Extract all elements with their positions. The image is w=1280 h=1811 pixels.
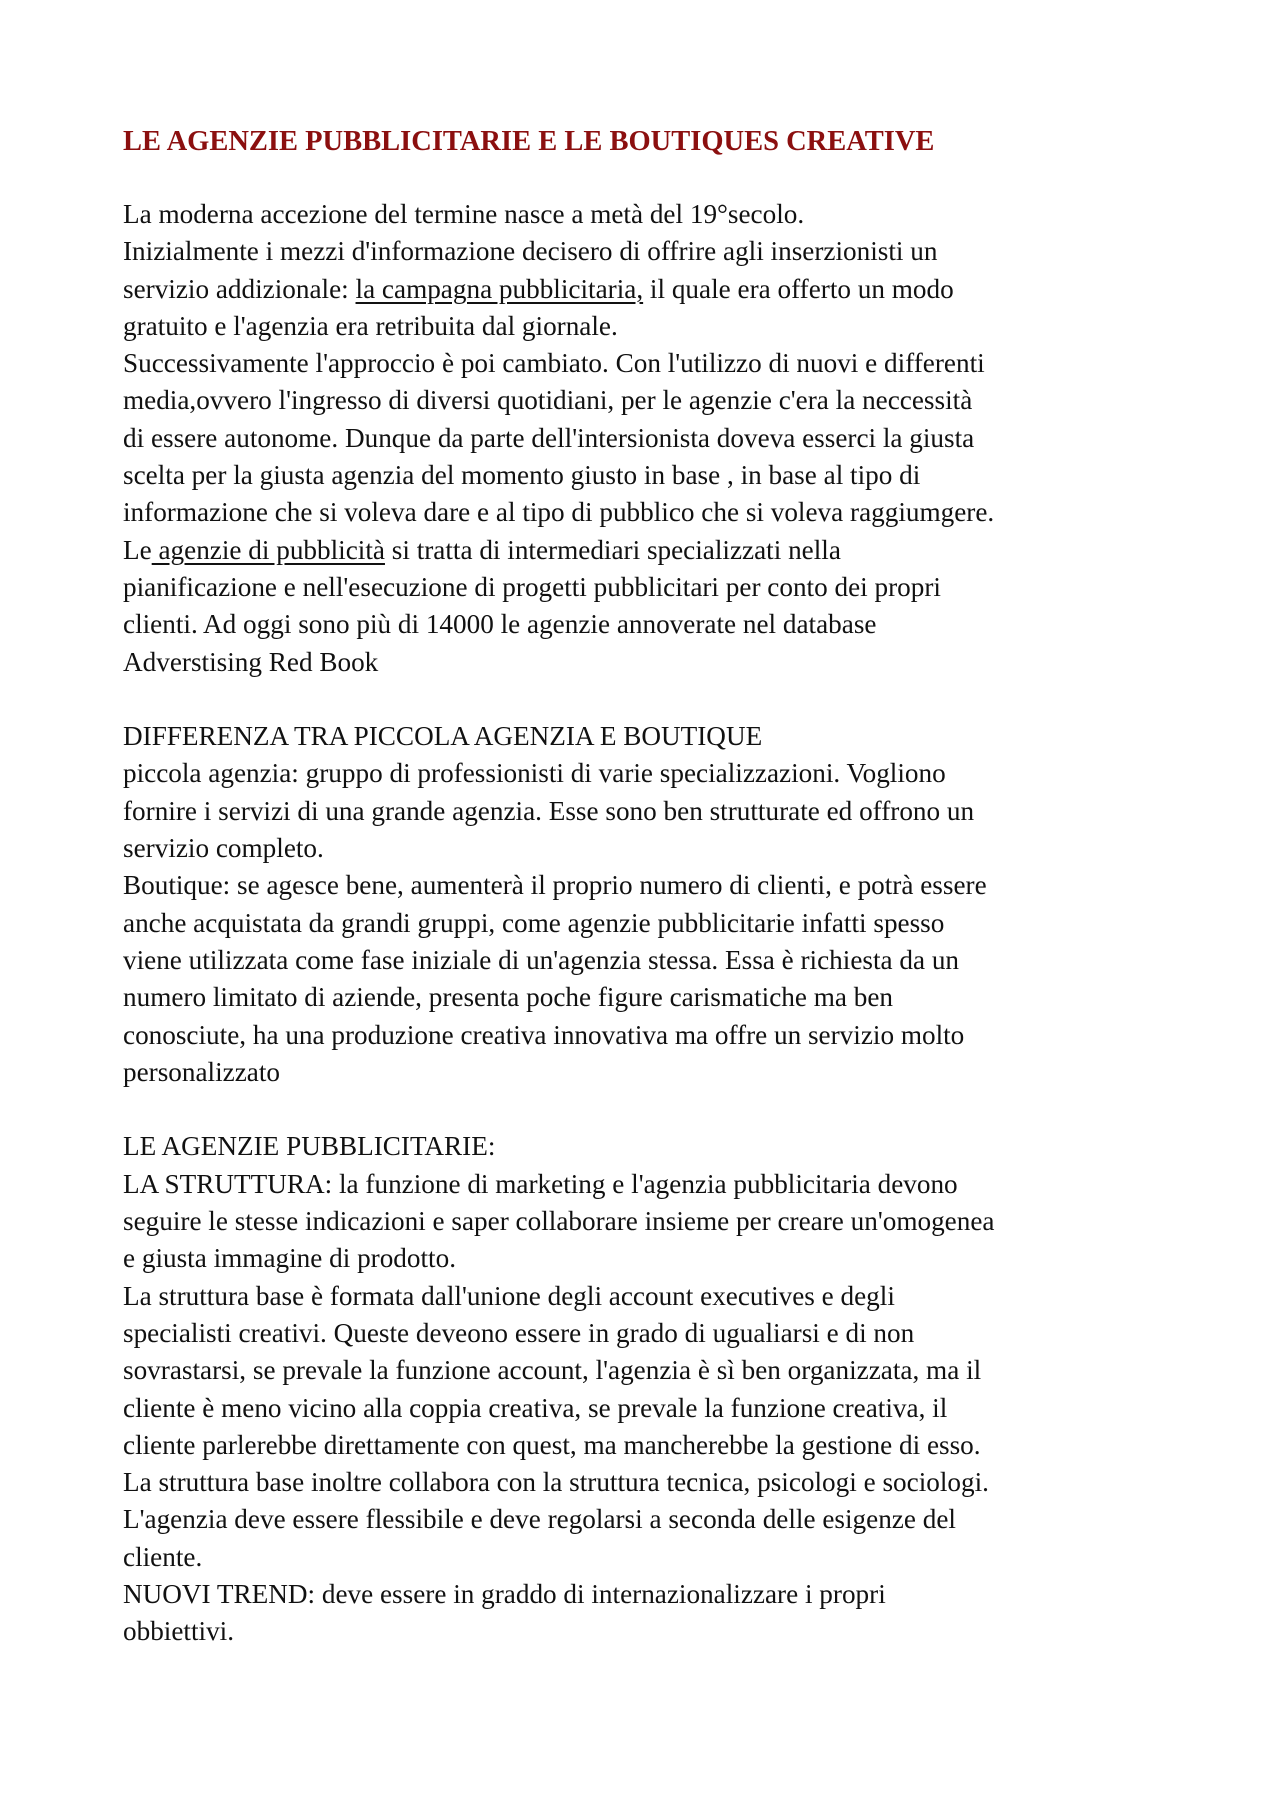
text-span: si tratta di intermediari specializzati nella xyxy=(384,534,841,565)
text-line: specialisti creativi. Queste deveono essere in grado di ugualiarsi e di non xyxy=(123,1317,915,1348)
document-title: LE AGENZIE PUBBLICITARIE E LE BOUTIQUES CREATIVE xyxy=(123,126,935,157)
agenzie-di-pubblicita-link[interactable]: agenzie di pubblicità xyxy=(151,534,385,565)
text-line: personalizzato xyxy=(123,1056,281,1087)
text-line: cliente è meno vicino alla coppia creativa, se prevale la funzione creativa, il xyxy=(123,1392,948,1423)
text-line xyxy=(123,271,1183,308)
paragraph-gap xyxy=(123,681,1183,718)
text-line: servizio completo. xyxy=(123,833,324,864)
text-line: La struttura base è formata dall'unione degli account executives e degli xyxy=(123,1280,895,1311)
text-line: Inizialmente i mezzi d'informazione decisero di offrire agli inserzionisti un xyxy=(123,236,938,267)
text-line: gratuito e l'agenzia era retribuita dal giornale. xyxy=(123,310,618,341)
text-line: pianificazione e nell'esecuzione di progetti pubblicitari per conto dei propri xyxy=(123,571,941,602)
section-heading-differenza: DIFFERENZA TRA PICCOLA AGENZIA E BOUTIQUE xyxy=(123,721,763,752)
text-line: NUOVI TREND: deve essere in graddo di internazionalizzare i propri xyxy=(123,1578,886,1609)
text-line: fornire i servizi di una grande agenzia. Esse sono ben strutturate ed offrono un xyxy=(123,795,975,826)
campagna-pubblicitaria-link[interactable]: la campagna pubblicitaria, xyxy=(355,273,644,304)
text-line: La struttura base inoltre collabora con la struttura tecnica, psicologi e sociologi. xyxy=(123,1467,989,1498)
text-line: piccola agenzia: gruppo di professionisti di varie specializzazioni. Vogliono xyxy=(123,758,946,789)
text-line xyxy=(123,532,1183,569)
text-line: obbiettivi. xyxy=(123,1616,235,1647)
text-line: seguire le stesse indicazioni e saper collaborare insieme per creare un'omogenea xyxy=(123,1206,995,1237)
text-line: L'agenzia deve essere flessibile e deve regolarsi a seconda delle esigenze del xyxy=(123,1504,956,1535)
text-line: sovrastarsi, se prevale la funzione account, l'agenzia è sì ben organizzata, ma il xyxy=(123,1355,982,1386)
text-line: Successivamente l'approccio è poi cambiato. Con l'utilizzo di nuovi e differenti xyxy=(123,348,985,379)
text-line: scelta per la giusta agenzia del momento giusto in base , in base al tipo di xyxy=(123,460,921,491)
text-line: La moderna accezione del termine nasce a metà del 19°secolo. xyxy=(123,199,805,229)
text-line: informazione che si voleva dare e al tipo di pubblico che si voleva raggiumgere. xyxy=(123,497,995,528)
text-line: viene utilizzata come fase iniziale di un'agenzia stessa. Essa è richiesta da un xyxy=(123,944,960,975)
document-body xyxy=(123,196,1183,1651)
text-span: Le xyxy=(123,534,152,565)
text-line: di essere autonome. Dunque da parte dell'intersionista doveva esserci la giusta xyxy=(123,422,975,453)
section-heading-agenzie: LE AGENZIE PUBBLICITARIE: xyxy=(123,1131,496,1162)
text-line: Adverstising Red Book xyxy=(123,646,379,677)
text-line: media,ovvero l'ingresso di diversi quotidiani, per le agenzie c'era la neccessità xyxy=(123,385,973,416)
text-line: anche acquistata da grandi gruppi, come agenzie pubblicitarie infatti spesso xyxy=(123,907,945,938)
document-page xyxy=(123,121,1183,1651)
text-line: numero limitato di aziende, presenta poche figure carismatiche ma ben xyxy=(123,982,893,1013)
text-line: conosciute, ha una produzione creativa innovativa ma offre un servizio molto xyxy=(123,1019,965,1050)
text-line: LA STRUTTURA: la funzione di marketing e l'agenzia pubblicitaria devono xyxy=(123,1168,958,1199)
text-line: cliente. xyxy=(123,1541,203,1572)
paragraph-gap xyxy=(123,1091,1183,1128)
text-line: Boutique: se agesce bene, aumenterà il proprio numero di clienti, e potrà essere xyxy=(123,870,987,901)
text-span: il quale era offerto un modo xyxy=(643,273,954,304)
text-line: cliente parlerebbe direttamente con quest, ma mancherebbe la gestione di esso. xyxy=(123,1429,981,1460)
text-line: clienti. Ad oggi sono più di 14000 le agenzie annoverate nel database xyxy=(123,609,877,640)
text-span: servizio addizionale: xyxy=(123,273,356,304)
text-line: e giusta immagine di prodotto. xyxy=(123,1243,456,1274)
